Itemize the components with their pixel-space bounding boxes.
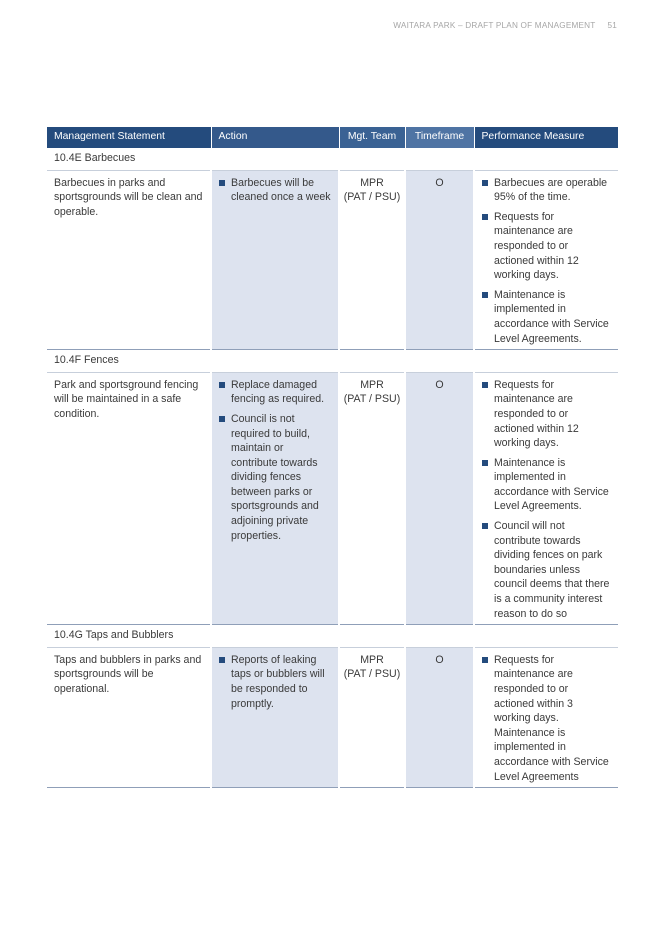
column-header-management-statement: Management Statement [47, 127, 211, 148]
action-cell [211, 372, 339, 625]
measure-list [482, 378, 611, 622]
section-heading: 10.4E Barbecues [47, 148, 618, 170]
action-item: Barbecues will be cleaned once a week [219, 176, 331, 205]
column-header-action: Action [211, 127, 339, 148]
management-statement: Park and sportsground fencing will be maintained in a safe condition. [47, 372, 211, 625]
table-header-row [47, 127, 618, 148]
section-heading: 10.4F Fences [47, 350, 618, 373]
running-header [393, 21, 617, 30]
measure-list [482, 653, 611, 784]
mgt-team-secondary: (PAT / PSU) [343, 668, 401, 681]
mgt-team-secondary: (PAT / PSU) [343, 393, 401, 406]
timeframe-cell: O [405, 372, 474, 625]
section-heading-row [47, 625, 618, 648]
performance-measure-cell [474, 372, 618, 625]
performance-measure-cell [474, 170, 618, 350]
measure-item: Requests for maintenance are responded to or actioned within 3 working days. Maintenance is implemented in accordance with Service Level Agreements [482, 653, 611, 784]
mgt-team-primary: MPR [360, 653, 384, 666]
column-header-performance-measure: Performance Measure [474, 127, 618, 148]
measure-list [482, 176, 611, 347]
mgt-team-primary: MPR [360, 176, 384, 189]
column-header-timeframe: Timeframe [405, 127, 474, 148]
section-heading: 10.4G Taps and Bubblers [47, 625, 618, 648]
measure-item: Maintenance is implemented in accordance with Service Level Agreements. [482, 456, 611, 514]
document-title: WAITARA PARK – DRAFT PLAN OF MANAGEMENT [393, 21, 596, 30]
management-table-container [47, 127, 618, 788]
section-heading-row [47, 350, 618, 373]
action-item: Replace damaged fencing as required. [219, 378, 331, 407]
measure-item: Requests for maintenance are responded to or actioned within 12 working days. [482, 378, 611, 451]
mgt-team-secondary: (PAT / PSU) [343, 191, 401, 204]
mgt-team-primary: MPR [360, 378, 384, 391]
mgt-team-cell [339, 372, 405, 625]
performance-measure-cell [474, 647, 618, 787]
measure-item: Requests for maintenance are responded to or actioned within 12 working days. [482, 210, 611, 283]
action-cell [211, 170, 339, 350]
table-row [47, 647, 618, 787]
action-item: Council is not required to build, maintain or contribute towards dividing fences between parks or sportsgrounds and adjoining private properties. [219, 412, 331, 543]
action-list [219, 653, 331, 711]
timeframe-cell: O [405, 170, 474, 350]
measure-item: Barbecues are operable 95% of the time. [482, 176, 611, 205]
action-cell [211, 647, 339, 787]
page-number: 51 [607, 21, 617, 30]
mgt-team-cell [339, 647, 405, 787]
action-list [219, 176, 331, 205]
management-statement: Barbecues in parks and sportsgrounds will be clean and operable. [47, 170, 211, 350]
table-row [47, 372, 618, 625]
mgt-team-cell [339, 170, 405, 350]
action-item: Reports of leaking taps or bubblers will be responded to promptly. [219, 653, 331, 711]
measure-item: Council will not contribute towards dividing fences on park boundaries unless council deems that there is a community interest reason to do so [482, 519, 611, 621]
timeframe-cell: O [405, 647, 474, 787]
table-row [47, 170, 618, 350]
measure-item: Maintenance is implemented in accordance with Service Level Agreements. [482, 288, 611, 346]
management-table [47, 127, 618, 788]
management-statement: Taps and bubblers in parks and sportsgrounds will be operational. [47, 647, 211, 787]
action-list [219, 378, 331, 544]
section-heading-row [47, 148, 618, 170]
column-header-mgt-team: Mgt. Team [339, 127, 405, 148]
